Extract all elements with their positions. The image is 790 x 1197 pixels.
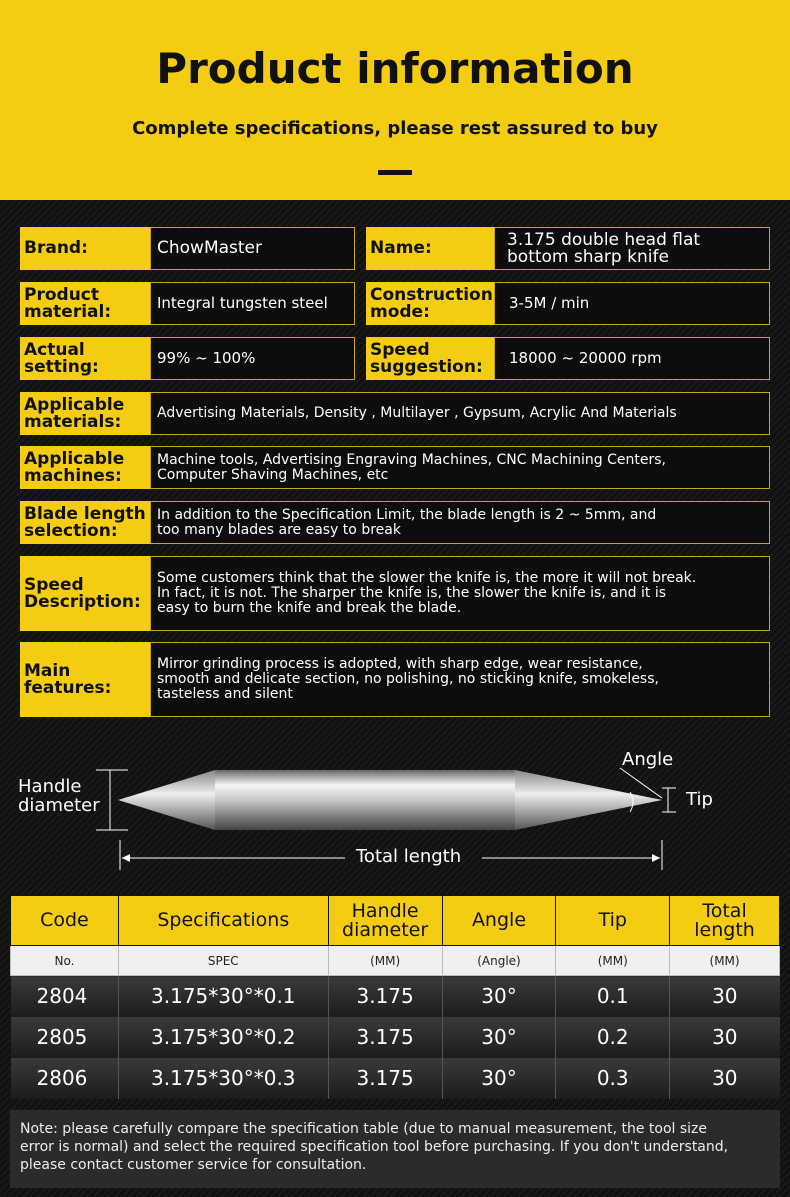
page-subtitle: Complete specifications, please rest assured to buy [132, 118, 658, 139]
unit-cell: SPEC [118, 946, 328, 976]
cell-total: 30 [670, 976, 780, 1017]
applicable-materials-label: Applicable materials: [20, 392, 150, 435]
table-header-row [11, 896, 780, 946]
col-header-handle: Handle diameter [328, 896, 442, 946]
material-label: Product material: [20, 282, 150, 325]
brand-label: Brand: [20, 227, 150, 270]
unit-cell: No. [11, 946, 119, 976]
cell-spec: 3.175*30°*0.1 [118, 976, 328, 1017]
col-header-total: Total length [670, 896, 780, 946]
table-row [11, 1017, 780, 1058]
table-row [11, 976, 780, 1017]
cell-handle: 3.175 [328, 976, 442, 1017]
cell-total: 30 [670, 1058, 780, 1099]
unit-cell: (MM) [670, 946, 780, 976]
unit-cell: (Angle) [442, 946, 556, 976]
units-row [11, 946, 780, 976]
table-row [11, 1058, 780, 1099]
total-length-label: Total length [356, 846, 462, 867]
cell-tip: 0.3 [556, 1058, 670, 1099]
angle-label: Angle [622, 749, 674, 770]
spec-table [10, 895, 780, 1099]
col-header-tip: Tip [556, 896, 670, 946]
col-header-angle: Angle [442, 896, 556, 946]
speed-suggestion-label: Speed suggestion: [366, 337, 494, 380]
divider [378, 170, 412, 175]
cell-tip: 0.2 [556, 1017, 670, 1058]
cell-code: 2805 [11, 1017, 119, 1058]
handle-diameter-label: Handle diameter [18, 776, 100, 816]
main-features-value: Mirror grinding process is adopted, with sharp edge, wear resistance, smooth and delicate section, no polishing, no sticking knife, smokeless, tasteless and silent [150, 642, 770, 717]
blade-length-label: Blade length selection: [20, 501, 150, 544]
cell-spec: 3.175*30°*0.3 [118, 1058, 328, 1099]
right-tip [515, 770, 662, 830]
purchase-note: Note: please carefully compare the specification table (due to manual measurement, the tool size error is normal) and select the required specification tool before purchasing. If you don't understand, please contact customer service for consultation. [10, 1110, 780, 1188]
cell-angle: 30° [442, 976, 556, 1017]
unit-cell: (MM) [328, 946, 442, 976]
cell-handle: 3.175 [328, 1058, 442, 1099]
name-value: 3.175 double head flat bottom sharp knife [494, 227, 770, 270]
cell-handle: 3.175 [328, 1017, 442, 1058]
col-header-code: Code [11, 896, 119, 946]
construction-label: Construction mode: [366, 282, 494, 325]
speed-description-label: Speed Description: [20, 556, 150, 631]
main-features-label: Main features: [20, 642, 150, 717]
tool-diagram [0, 740, 790, 890]
page-title: Product information [156, 44, 634, 93]
applicable-materials-value: Advertising Materials, Density , Multilayer , Gypsum, Acrylic And Materials [150, 392, 770, 435]
cell-code: 2806 [11, 1058, 119, 1099]
cell-total: 30 [670, 1017, 780, 1058]
cell-angle: 30° [442, 1058, 556, 1099]
speed-suggestion-value: 18000 ~ 20000 rpm [494, 337, 770, 380]
header-banner [0, 0, 790, 200]
name-label: Name: [366, 227, 494, 270]
brand-value: ChowMaster [150, 227, 355, 270]
applicable-machines-label: Applicable machines: [20, 446, 150, 489]
actual-setting-value: 99% ~ 100% [150, 337, 355, 380]
shank [215, 770, 515, 830]
speed-description-value: Some customers think that the slower the knife is, the more it will not break. In fact, it is not. The sharper the knife is, the slower the knife is, and it is easy to burn the knife and break the blade. [150, 556, 770, 631]
cell-angle: 30° [442, 1017, 556, 1058]
applicable-machines-value: Machine tools, Advertising Engraving Machines, CNC Machining Centers, Computer Shaving Machines, etc [150, 446, 770, 489]
blade-length-value: In addition to the Specification Limit, the blade length is 2 ~ 5mm, and too many blades are easy to break [150, 501, 770, 544]
material-value: Integral tungsten steel [150, 282, 355, 325]
cell-spec: 3.175*30°*0.2 [118, 1017, 328, 1058]
actual-setting-label: Actual setting: [20, 337, 150, 380]
cell-code: 2804 [11, 976, 119, 1017]
unit-cell: (MM) [556, 946, 670, 976]
tip-label: Tip [686, 789, 713, 810]
left-tip [118, 770, 215, 830]
col-header-specifications: Specifications [118, 896, 328, 946]
cell-tip: 0.1 [556, 976, 670, 1017]
construction-value: 3-5M / min [494, 282, 770, 325]
